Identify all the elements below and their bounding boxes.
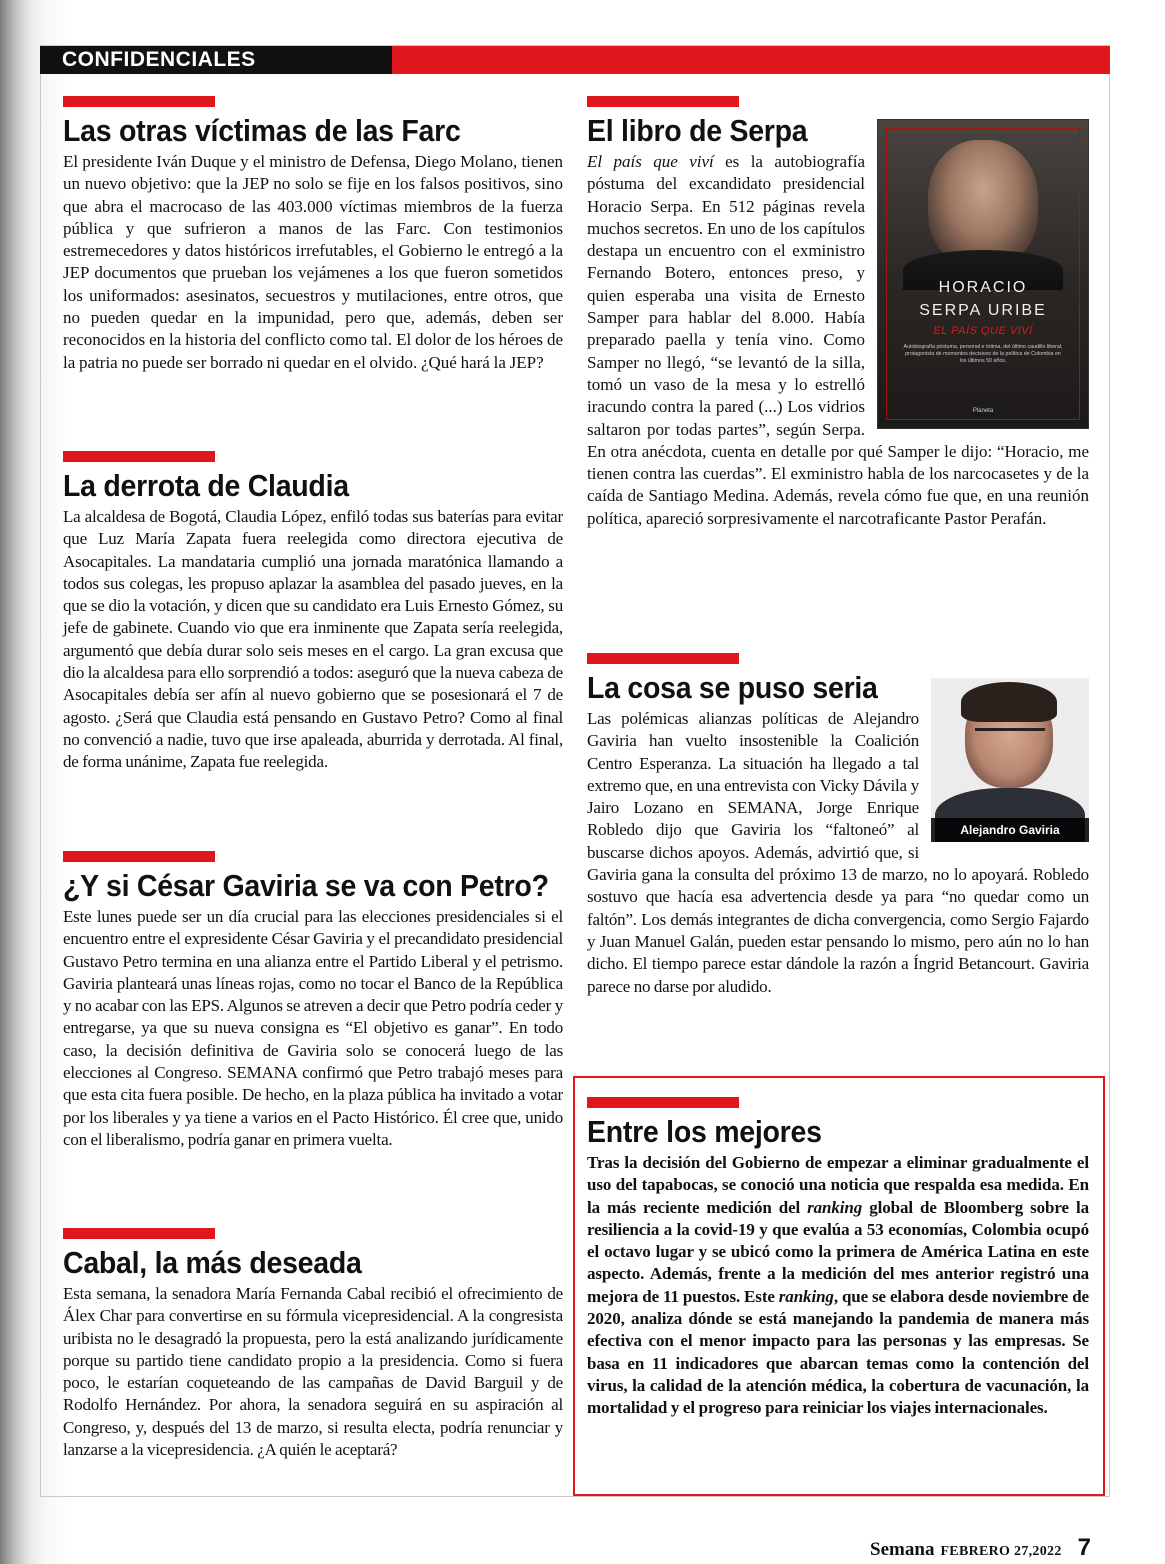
book-title: El país que viví <box>587 152 714 171</box>
article-headline: La derrota de Claudia <box>63 468 349 503</box>
footer-brand: Semana <box>870 1539 935 1560</box>
book-cover-author-line2: SERPA URIBE <box>919 302 1047 319</box>
article-seria <box>587 653 1089 998</box>
article-headline: Cabal, la más deseada <box>63 1245 362 1280</box>
article-farc <box>63 96 563 374</box>
article-redbar <box>587 1097 739 1108</box>
article-mejores <box>587 1097 1089 1420</box>
section-header-red <box>392 46 1110 74</box>
article-headline: Las otras víctimas de las Farc <box>63 113 461 148</box>
article-body: Este lunes puede ser un día crucial para las elecciones presidenciales si el encuentro entre el expresidente César Gaviria y el precandidato presidencial Gustavo Petro termina en una alianza entre el Partido Liberal y el petrismo. Gaviria planteará unas líneas rojas, como no tocar el Banco de la República y no acabar con las EPS. Algunos se atreven a decir que Petro podría ceder y entregarse, ya que su nueva consigna es “El objetivo es ganar”. En todo caso, la decisión definitiva de Gaviria solo se conocerá luego de las elecciones al Congreso. SEMANA confirmó que Petro trabajó meses para que esta cita fuera posible. De hecho, en la plaza pública ha invitado a votar por los liberales y ya tiene a varios en el Pacto Histórico. Él cree que, unido con el liberalismo, podría ganar en primera vuelta. <box>63 907 563 1149</box>
page-number: 7 <box>1077 1534 1091 1561</box>
portrait-photo <box>931 678 1089 842</box>
footer-date: FEBRERO 27,2022 <box>940 1544 1062 1559</box>
article-serpa <box>587 96 1089 530</box>
article-body: Las polémicas alianzas políticas de Alejandro Gaviria han vuelto insostenible la Coalición Centro Esperanza. La situación ha llegado a tal extremo que, en una entrevista con Vicky Dávila y Jairo Lozano en SEMANA, Jorge Enrique Robledo dijo que Gaviria los “faltoneó” al buscarse dichos apoyos. Además, advirtió que, si Gaviria gana la consulta del próximo 13 de marzo, no lo apoyará. Robledo sostuvo que hacía esa advertencia desde ya para “no quedar como un faltón”. Los demás integrantes de dicha convergencia, como Sergio Fajardo y Juan Manuel Galán, pueden estar pensando lo mismo, pero aún no lo han dicho. El tiempo parece estar dándole la razón a Íngrid Betancourt. Gaviria parece no darse por aludido. <box>587 709 1089 996</box>
article-redbar <box>63 851 215 862</box>
article-body-text: es la autobiografía póstuma del excandidato presidencial Horacio Serpa. En 512 páginas revela muchos secretos. En uno de los capítulos destapa un encuentro con el exministro Fernando Botero, entonces preso, y quien esperaba una visita de Ernesto Samper para hablar del 8.000. Había preparado paella y tenía vino. Como Samper no llegó, “se levantó de la silla, tomó un vaso de la mesa y lo estrelló iracundo contra la pared (...) Los vidrios saltaron por todas partes”, según Serpa. En otra anécdota, cuenta en detalle por qué Samper le dijo: “Horacio, me tienen contra las cuerdas”. El exministro habla de los narcocasetes y de la caída de Santiago Medina. Además, revela cómo fue que, en una reunión política, apareció sorpresivamente el narcotraficante Pastor Perafán. <box>587 152 1089 528</box>
book-cover-publisher: Planeta <box>972 408 994 414</box>
article-body-part1: Tras la decisión del Gobierno de empezar a eliminar gradualmente el uso del tapabocas, se conoció una noticia que respalda esa medida. En la más reciente medición del <box>587 1153 1089 1217</box>
ranking-word: ranking <box>778 1286 834 1306</box>
ranking-word: ranking <box>807 1197 863 1217</box>
photo-caption: Alejandro Gaviria <box>931 818 1089 842</box>
article-cabal <box>63 1228 563 1461</box>
article-body: La alcaldesa de Bogotá, Claudia López, enfiló todas sus baterías para evitar que Luz María Zapata fuera reelegida como directora ejecutiva de Asocapitales. La mandataria cumplió una jornada maratónica llamando a todos sus colegas, les propuso aplazar la asamblea del pasado jueves, en la que se dio la votación, y dicen que su candidato era Luis Ernesto Gómez, su jefe de gabinete. Cuando vio que era inminente que Zapata sería reelegida, argumentó que debía durar solo seis meses en el cargo. La gran excusa que dio la alcaldesa para ello sorprendió a todos: aseguró que la nueva cabeza de Asocapitales debía ser afín al nuevo gobierno que se posesionará el 7 de agosto. ¿Será que Claudia está pensando en Gustavo Petro? Como al final no convenció a nadie, tuvo que irse apaleada, aburrida y derrotada. Al final, de forma unánime, Zapata fue reelegida. <box>63 507 563 772</box>
book-cover-author <box>878 276 1088 322</box>
book-cover <box>877 119 1089 429</box>
article-claudia <box>63 451 563 774</box>
book-cover-blurb: Autobiografía póstuma, personal e íntima, del último caudillo liberal, protagonista de momentos decisivos de la política de Colombia en los últimos 50 años. <box>903 344 1063 364</box>
article-headline: Entre los mejores <box>587 1114 822 1149</box>
article-body-part3: , que se elabora desde noviembre de 2020, analiza dónde se está manejando la pandemia de manera más efectiva con el menor impacto para las personas y las empresas. Se basa en 11 indicadores que abarcan temas como la contención del virus, la calidad de la atención médica, la cobertura de vacunación, la mortalidad y el progreso para reiniciar los viajes internacionales. <box>587 1286 1089 1418</box>
article-redbar <box>587 96 739 107</box>
portrait-hair <box>961 682 1057 722</box>
article-headline: El libro de Serpa <box>587 113 808 148</box>
article-redbar <box>63 451 215 462</box>
book-cover-portrait <box>928 140 1038 265</box>
section-header-bar <box>40 46 1110 74</box>
book-cover-author-line1: HORACIO <box>938 279 1028 296</box>
book-cover-subtitle: EL PAÍS QUE VIVÍ <box>933 325 1033 337</box>
portrait-image <box>931 708 1089 842</box>
section-label: CONFIDENCIALES <box>62 48 256 71</box>
article-headline: La cosa se puso seria <box>587 670 878 705</box>
article-redbar <box>63 1228 215 1239</box>
article-body: Esta semana, la senadora María Fernanda Cabal recibió el ofrecimiento de Álex Char para convertirse en su fórmula vicepresidencial. A la congresista uribista no le desagradó la propuesta, pero la está analizando jurídicamente porque su partido tiene candidato propio a la presidencia. Como si fuera poco, le estarían coqueteando de las campañas de David Barguil y de Rodolfo Hernández. Por ahora, la senadora seguirá en su aspiración al Congreso, y, después del 13 de marzo, si resulta electa, podría renunciar y lanzarse a la vicepresidencia. ¿A quién le aceptará? <box>63 1284 563 1460</box>
article-redbar <box>63 96 215 107</box>
article-body: El presidente Iván Duque y el ministro de Defensa, Diego Molano, tienen un nuevo objetivo: que la JEP no solo se fije en los falsos positivos, sino que abra el macrocaso de las 403.000 víctimas miembros de la fuerza pública y que sufrieron a manos de las Farc. Con testimonios estremecedores y datos históricos irrefutables, el Gobierno le entregó a la JEP documentos que prueban los vejámenes a los que fueron sometidos los uniformados: asesinatos, secuestros y mutilaciones, entre otros, que no pueden quedar en la impunidad, pero que, además, deben ser reconocidos en la historia del conflicto como tal. El dolor de los héroes de la patria no puede ser borrado ni quedar en el olvido. ¿Qué hará la JEP? <box>63 152 563 372</box>
book-cover-image <box>877 151 1089 429</box>
article-gaviria <box>63 851 563 1151</box>
page-footer <box>870 1534 1091 1562</box>
article-headline: ¿Y si César Gaviria se va con Petro? <box>63 868 549 903</box>
portrait-glasses <box>975 728 1045 745</box>
article-redbar <box>587 653 739 664</box>
article-body <box>587 1152 1089 1420</box>
article-body-part2: global de Bloomberg sobre la resiliencia a la covid-19 y que evalúa a 53 economías, Colombia ocupó el octavo lugar y se ubicó como la primera de América Latina en este aspecto. Además, frente a la medición del mes anterior registró una mejora de 11 puestos. Este <box>587 1197 1089 1306</box>
